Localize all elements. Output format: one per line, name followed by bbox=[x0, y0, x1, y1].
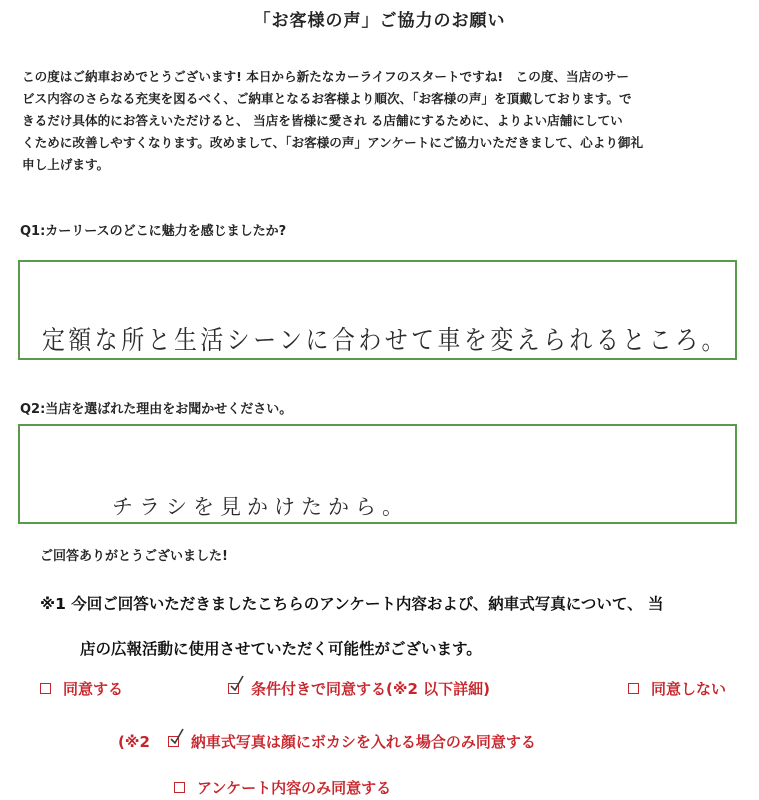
photo-blur-label: 納車式写真は顔にボカシを入れる場合のみ同意する bbox=[190, 733, 536, 751]
q2-answer-box[interactable] bbox=[18, 424, 737, 524]
q1-answer-box[interactable] bbox=[18, 260, 737, 360]
agree-checkbox[interactable] bbox=[40, 683, 51, 694]
option-survey-only[interactable] bbox=[174, 777, 391, 798]
intro-line: きるだけ具体的にお答えいただけると、 当店を皆様に愛され る店舗にするために、よりよい店舗にしてい bbox=[22, 113, 623, 128]
intro-line: 申し上げます。 bbox=[22, 157, 110, 172]
photo-blur-checkbox[interactable] bbox=[168, 736, 179, 747]
note-prefix: (※2 bbox=[118, 732, 150, 751]
intro-paragraph bbox=[22, 66, 742, 176]
agree-label: 同意する bbox=[63, 680, 124, 698]
option-disagree[interactable] bbox=[628, 678, 726, 699]
disagree-checkbox[interactable] bbox=[628, 683, 639, 694]
q1-answer-text: 定額な所と生活シーンに合わせて車を変えられるところ。 bbox=[42, 326, 728, 356]
q2-label: Q2:当店を選ばれた理由をお聞かせください。 bbox=[20, 402, 293, 417]
survey-only-label: アンケート内容のみ同意する bbox=[197, 779, 392, 797]
conditional-label: 条件付きで同意する(※2 以下詳細) bbox=[251, 680, 490, 698]
page-title: 「お客様の声」ご協力のお願い bbox=[253, 11, 506, 31]
thanks-message: ご回答ありがとうございました! bbox=[40, 549, 228, 564]
q2-answer-text: チラシを見かけたから。 bbox=[112, 495, 409, 519]
disagree-label: 同意しない bbox=[651, 680, 727, 698]
option-photo-blur[interactable] bbox=[118, 731, 536, 752]
intro-line: くために改善しやすくなります。改めまして、「お客様の声」アンケートにご協力いただきまして、心より御礼 bbox=[22, 135, 644, 150]
q1-label: Q1:カーリースのどこに魅力を感じましたか? bbox=[20, 224, 287, 239]
intro-line: ビス内容のさらなる充実を図るべく、ご納車となるお客様より順次、「お客様の声」を頂戴しております。で bbox=[22, 91, 632, 106]
option-agree[interactable] bbox=[40, 678, 123, 699]
survey-only-checkbox[interactable] bbox=[174, 782, 185, 793]
option-conditional[interactable] bbox=[228, 678, 490, 699]
notice-paragraph bbox=[40, 582, 750, 672]
intro-line: この度はご納車おめでとうございます! 本日から新たなカーライフのスタートですね! この度、当店のサー bbox=[22, 69, 630, 84]
checkmark-icon bbox=[230, 675, 244, 693]
conditional-checkbox[interactable] bbox=[228, 683, 239, 694]
notice-line-1: ※1 今回ご回答いただきましたこちらのアンケート内容および、納車式写真について、 当 bbox=[40, 595, 664, 613]
checkmark-icon bbox=[170, 728, 184, 746]
notice-line-2: 店の広報活動に使用させていただく可能性がございます。 bbox=[80, 640, 482, 658]
